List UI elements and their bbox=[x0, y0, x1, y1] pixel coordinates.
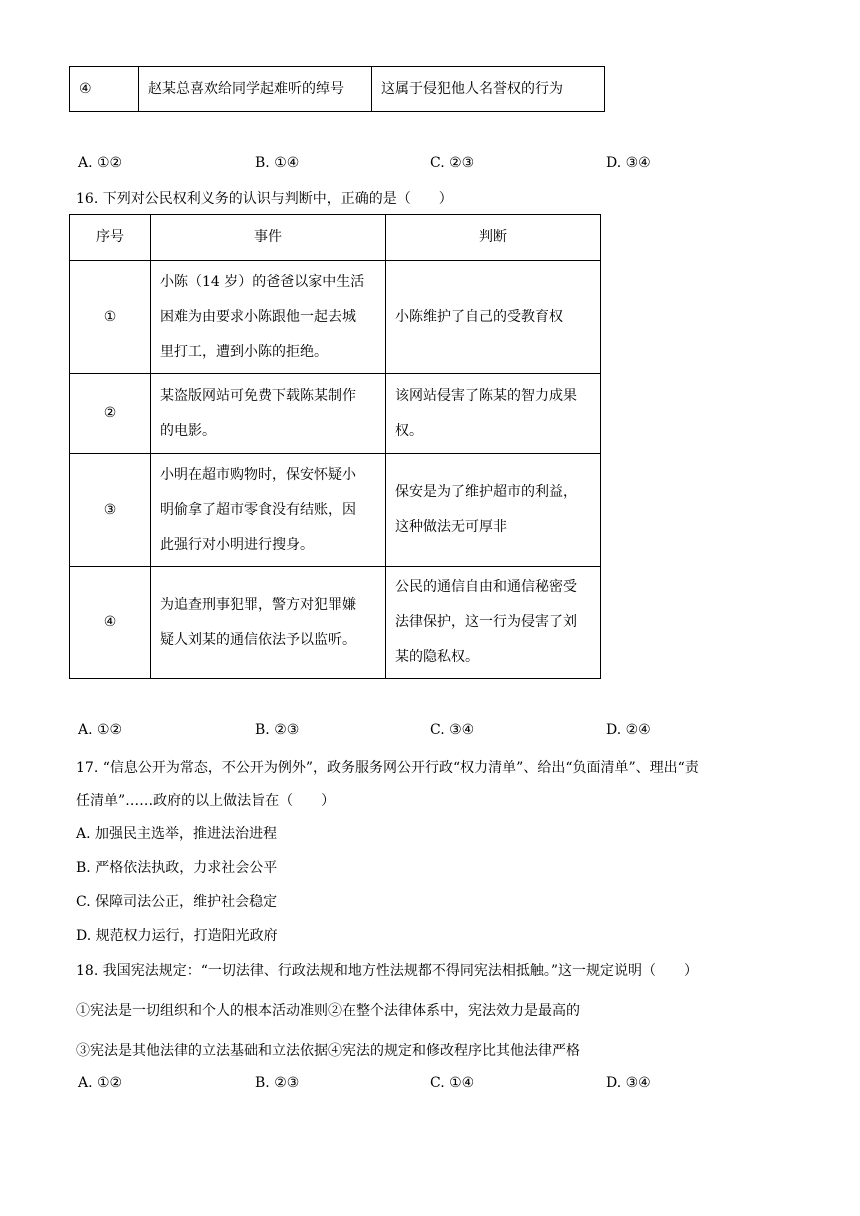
row-event bbox=[151, 567, 386, 679]
q17-option-d[interactable]: D. 规范权力运行，打造阳光政府 bbox=[76, 928, 278, 944]
table-row bbox=[70, 567, 601, 679]
event-line: 疑人刘某的通信依法予以监听。 bbox=[160, 631, 356, 648]
q17-stem-line2: 任清单”……政府的以上做法旨在（ ） bbox=[76, 793, 336, 809]
row-event bbox=[151, 374, 386, 454]
event-line: 里打工，遭到小陈的拒绝。 bbox=[160, 343, 328, 360]
q15-option-b[interactable]: B. ①④ bbox=[255, 155, 300, 171]
q18-stem: 18. 我国宪法规定：“一切法律、行政法规和地方性法规都不得同宪法相抵触。”这一规定说明（ ） bbox=[76, 963, 699, 979]
header-judge: 判断 bbox=[386, 215, 601, 261]
q15-option-c[interactable]: C. ②③ bbox=[430, 155, 475, 171]
table-header-row bbox=[70, 215, 601, 261]
event-line: 为追查刑事犯罪，警方对犯罪嫌 bbox=[160, 596, 356, 613]
q18-option-c[interactable]: C. ①④ bbox=[430, 1075, 475, 1091]
q15-option-d[interactable]: D. ③④ bbox=[606, 155, 651, 171]
header-num: 序号 bbox=[70, 215, 151, 261]
table-row bbox=[70, 374, 601, 454]
q17-option-c[interactable]: C. 保障司法公正，维护社会稳定 bbox=[76, 894, 278, 910]
q18-option-d[interactable]: D. ③④ bbox=[606, 1075, 651, 1091]
event-line: 小陈（14 岁）的爸爸以家中生活 bbox=[160, 273, 365, 290]
event-line: 的电影。 bbox=[160, 422, 216, 439]
q16-table bbox=[69, 214, 601, 679]
q16-option-b[interactable]: B. ②③ bbox=[255, 722, 300, 738]
q18-statements-line2: ③宪法是其他法律的立法基础和立法依据④宪法的规定和修改程序比其他法律严格 bbox=[76, 1043, 580, 1059]
q17-stem-line1: 17. “信息公开为常态，不公开为例外”，政务服务网公开行政“权力清单”、给出“负面清单”、理出“责 bbox=[76, 760, 699, 776]
judge-line: 某的隐私权。 bbox=[395, 649, 479, 665]
q17-option-b[interactable]: B. 严格依法执政，力求社会公平 bbox=[76, 860, 278, 876]
table-row bbox=[70, 67, 605, 112]
row-judge bbox=[386, 374, 601, 454]
table-row bbox=[70, 261, 601, 374]
row-event bbox=[151, 261, 386, 374]
judge-line: 法律保护，这一行为侵害了刘 bbox=[395, 614, 577, 630]
event-line: 某盗版网站可免费下载陈某制作 bbox=[160, 387, 356, 404]
table-cell-event: 赵某总喜欢给同学起难听的绰号 bbox=[139, 67, 372, 112]
judge-line: 保安是为了维护超市的利益， bbox=[395, 484, 577, 500]
judge-line: 该网站侵害了陈某的智力成果 bbox=[395, 387, 577, 404]
row-judge bbox=[386, 261, 601, 374]
event-line: 小明在超市购物时，保安怀疑小 bbox=[160, 466, 356, 483]
table-row bbox=[70, 454, 601, 567]
q18-option-a[interactable]: A. ①② bbox=[78, 1075, 123, 1091]
judge-line: 小陈维护了自己的受教育权 bbox=[395, 308, 563, 325]
event-line: 困难为由要求小陈跟他一起去城 bbox=[160, 308, 356, 325]
q16-option-c[interactable]: C. ③④ bbox=[430, 722, 475, 738]
q18-statements-line1: ①宪法是一切组织和个人的根本活动准则②在整个法律体系中，宪法效力是最高的 bbox=[76, 1003, 580, 1019]
row-num: ③ bbox=[70, 454, 151, 567]
table-cell-judge: 这属于侵犯他人名誉权的行为 bbox=[372, 67, 605, 112]
header-event: 事件 bbox=[151, 215, 386, 261]
q16-option-d[interactable]: D. ②④ bbox=[606, 722, 651, 738]
q18-option-b[interactable]: B. ②③ bbox=[255, 1075, 300, 1091]
q15-option-a[interactable]: A. ①② bbox=[78, 155, 123, 171]
judge-line: 公民的通信自由和通信秘密受 bbox=[395, 579, 577, 595]
event-line: 明偷拿了超市零食没有结账，因 bbox=[160, 501, 356, 518]
row-judge bbox=[386, 567, 601, 679]
row-num: ④ bbox=[70, 567, 151, 679]
judge-line: 权。 bbox=[395, 422, 423, 439]
q16-stem: 16. 下列对公民权利义务的认识与判断中，正确的是（ ） bbox=[76, 191, 453, 207]
row-num: ① bbox=[70, 261, 151, 374]
row-judge bbox=[386, 454, 601, 567]
table-cell-num: ④ bbox=[70, 67, 139, 112]
judge-line: 这种做法无可厚非 bbox=[395, 519, 507, 535]
event-line: 此强行对小明进行搜身。 bbox=[160, 536, 314, 553]
row-num: ② bbox=[70, 374, 151, 454]
row-event bbox=[151, 454, 386, 567]
q16-option-a[interactable]: A. ①② bbox=[78, 722, 123, 738]
q15-table bbox=[69, 66, 605, 112]
q17-option-a[interactable]: A. 加强民主选举，推进法治进程 bbox=[76, 826, 278, 842]
